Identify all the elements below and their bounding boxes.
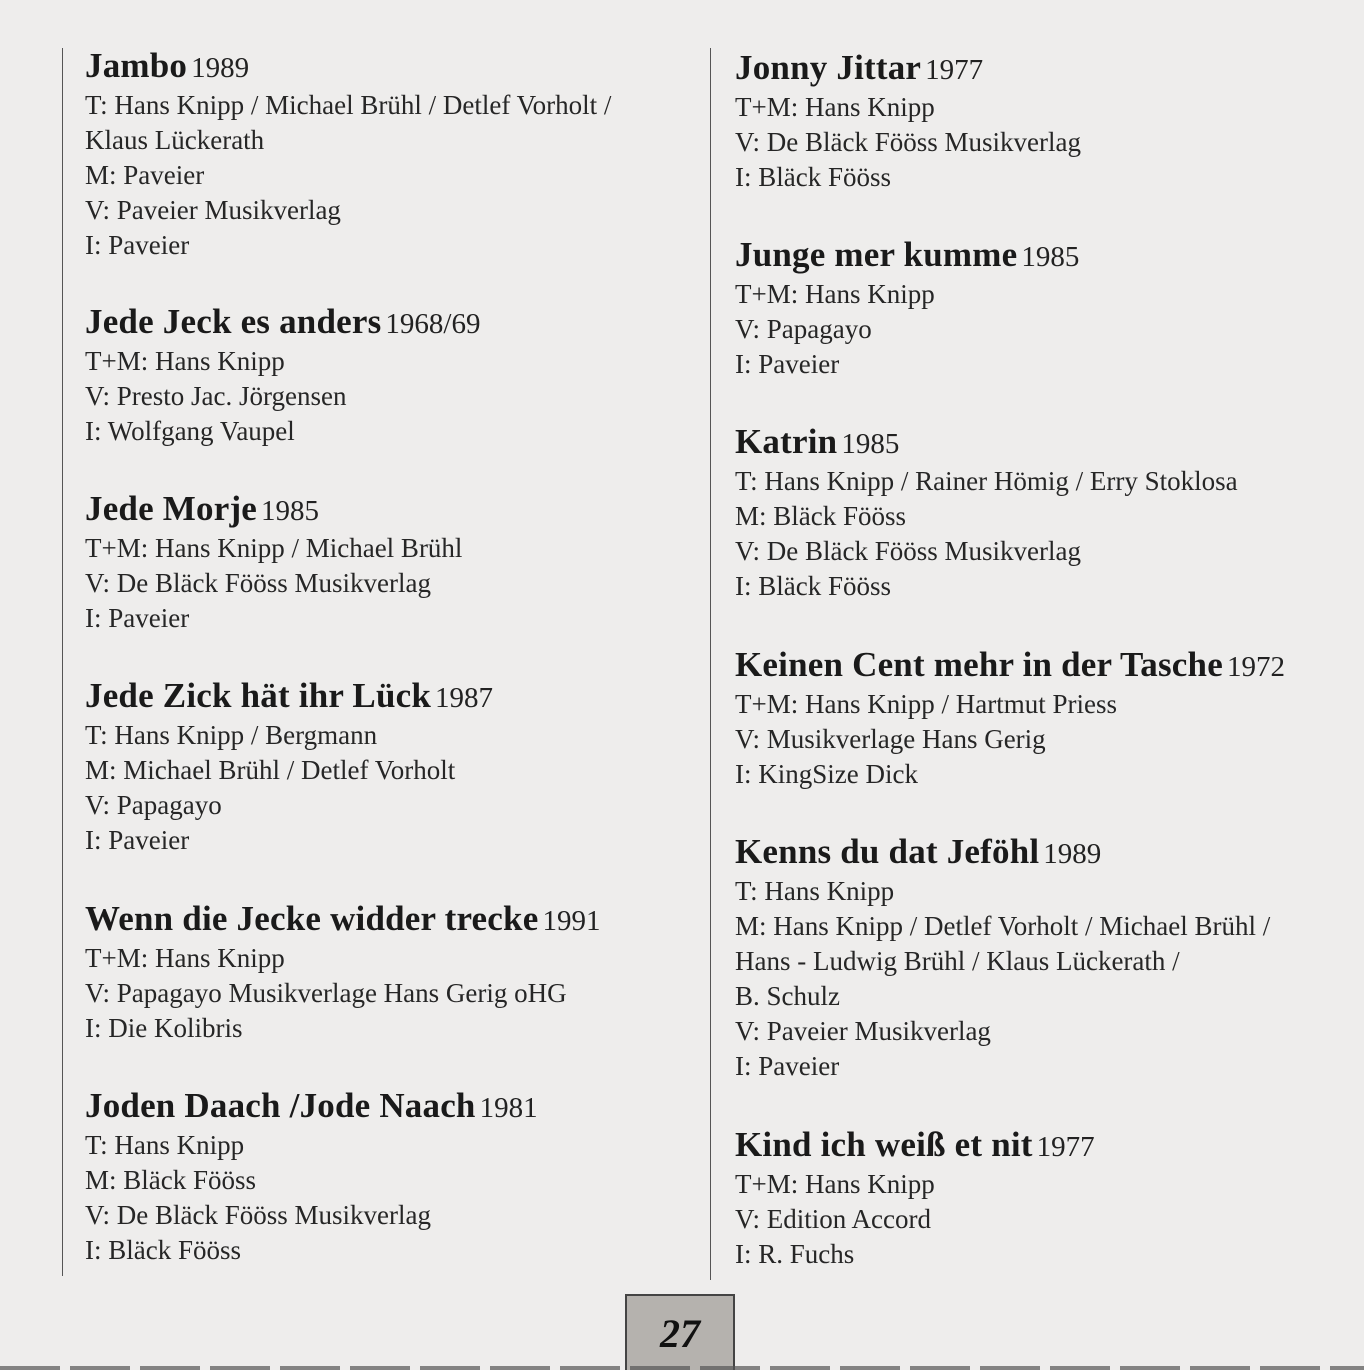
song-title: Kind ich weiß et nit [735, 1125, 1033, 1164]
song-title: Kenns du dat Jeföhl [735, 832, 1040, 871]
credit-line: T+M: Hans Knipp [85, 346, 285, 376]
credit-line: I: Wolfgang Vaupel [85, 416, 295, 446]
song-entry [735, 647, 1285, 792]
credit-line: I: Bläck Fööss [735, 162, 892, 192]
credit-line: T+M: Hans Knipp / Hartmut Priess [735, 689, 1117, 719]
song-year: 1977 [1036, 1131, 1095, 1163]
credit-line: V: Paveier Musikverlag [85, 195, 341, 225]
credit-line: I: Paveier [85, 825, 190, 855]
credit-line: T: Hans Knipp / Rainer Hömig / Erry Stoklosa [735, 466, 1238, 496]
credit-line: V: De Bläck Fööss Musikverlag [85, 1200, 431, 1230]
credit-line: V: De Bläck Fööss Musikverlag [735, 127, 1081, 157]
song-title: Jede Jeck es anders [85, 302, 382, 341]
song-year: 1985 [841, 428, 900, 460]
credit-line: Klaus Lückerath [85, 125, 265, 155]
song-entry [85, 48, 611, 263]
credit-line: T+M: Hans Knipp [735, 1169, 935, 1199]
credit-line: M: Bläck Fööss [85, 1165, 257, 1195]
credit-line: V: Musikverlage Hans Gerig [735, 724, 1046, 754]
bottom-edge-rule [0, 1366, 1364, 1370]
song-year: 1977 [925, 54, 984, 86]
song-entry [85, 901, 600, 1046]
credit-line: I: Paveier [735, 1051, 840, 1081]
song-title: Joden Daach /Jode Naach [85, 1086, 476, 1125]
song-entry [735, 237, 1079, 382]
credit-line: T+M: Hans Knipp / Michael Brühl [85, 533, 463, 563]
credit-line: T: Hans Knipp [735, 876, 895, 906]
credit-line: V: Papagayo Musikverlage Hans Gerig oHG [85, 978, 567, 1008]
credit-line: Hans - Ludwig Brühl / Klaus Lückerath / [735, 946, 1180, 976]
credit-line: V: De Bläck Fööss Musikverlag [85, 568, 431, 598]
song-title: Katrin [735, 422, 838, 461]
song-year: 1972 [1226, 651, 1285, 683]
credit-line: V: Papagayo [85, 790, 222, 820]
credit-line: T+M: Hans Knipp [85, 943, 285, 973]
credit-line: I: KingSize Dick [735, 759, 918, 789]
credit-line: M: Paveier [85, 160, 205, 190]
song-entry [735, 1127, 1095, 1272]
song-title: Wenn die Jecke widder trecke [85, 899, 539, 938]
song-entry [85, 678, 493, 858]
song-year: 1968/69 [385, 308, 481, 340]
song-year: 1987 [435, 682, 494, 714]
credit-line: B. Schulz [735, 981, 840, 1011]
credit-line: V: De Bläck Fööss Musikverlag [735, 536, 1081, 566]
credit-line: I: Paveier [85, 603, 190, 633]
right-column [710, 48, 1351, 1280]
song-entry [735, 834, 1270, 1084]
credit-line: T+M: Hans Knipp [735, 279, 935, 309]
song-entry [85, 491, 462, 636]
credit-line: I: Bläck Fööss [85, 1235, 242, 1265]
song-entry [735, 50, 1081, 195]
page-number: 27 [625, 1294, 735, 1370]
credit-line: T+M: Hans Knipp [735, 92, 935, 122]
credit-line: I: R. Fuchs [735, 1239, 855, 1269]
song-year: 1981 [479, 1092, 538, 1124]
credit-line: T: Hans Knipp / Bergmann [85, 720, 378, 750]
song-title: Junge mer kumme [735, 235, 1018, 274]
credit-line: M: Michael Brühl / Detlef Vorholt [85, 755, 456, 785]
credit-line: I: Bläck Fööss [735, 571, 892, 601]
song-year: 1985 [1021, 241, 1080, 273]
song-year: 1991 [542, 905, 601, 937]
credit-line: V: Paveier Musikverlag [735, 1016, 991, 1046]
credit-line: I: Paveier [85, 230, 190, 260]
song-entry [735, 424, 1238, 604]
song-entry [85, 1088, 538, 1268]
song-title: Jambo [85, 46, 188, 85]
song-title: Jede Morje [85, 489, 258, 528]
credit-line: M: Hans Knipp / Detlef Vorholt / Michael Brühl / [735, 911, 1271, 941]
song-year: 1985 [261, 495, 320, 527]
credit-line: I: Die Kolibris [85, 1013, 243, 1043]
song-title: Keinen Cent mehr in der Tasche [735, 645, 1223, 684]
song-year: 1989 [1043, 838, 1102, 870]
credit-line: T: Hans Knipp [85, 1130, 245, 1160]
left-column [62, 48, 663, 1276]
credit-line: M: Bläck Fööss [735, 501, 907, 531]
song-entry [85, 304, 480, 449]
credit-line: V: Papagayo [735, 314, 872, 344]
credit-line: V: Edition Accord [735, 1204, 931, 1234]
song-year: 1989 [191, 52, 250, 84]
credit-line: I: Paveier [735, 349, 840, 379]
song-title: Jede Zick hät ihr Lück [85, 676, 432, 715]
song-title: Jonny Jittar [735, 48, 922, 87]
credit-line: T: Hans Knipp / Michael Brühl / Detlef Vorholt / [85, 90, 612, 120]
credit-line: V: Presto Jac. Jörgensen [85, 381, 347, 411]
